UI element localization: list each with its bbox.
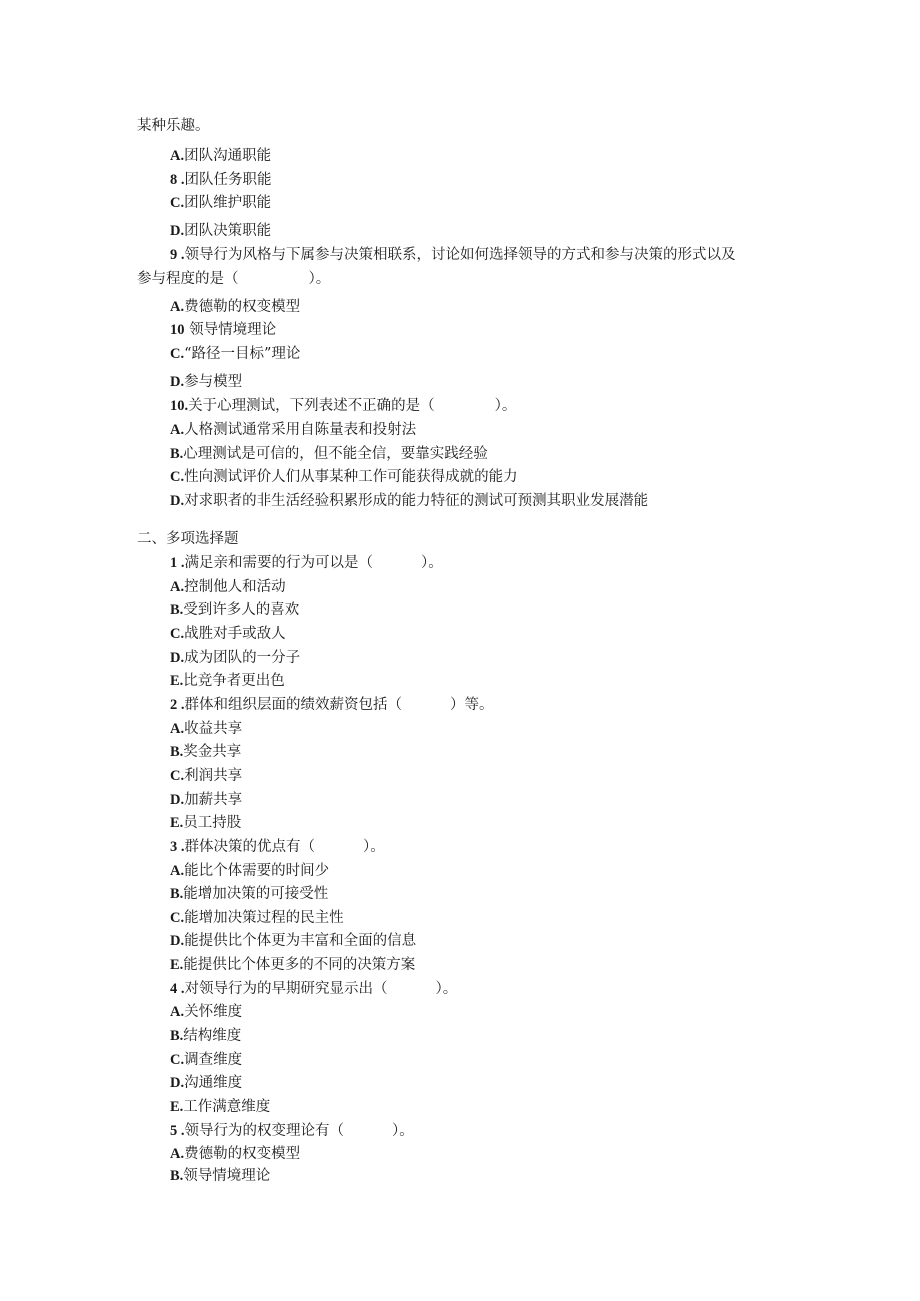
- option-text: 对求职者的非生活经验积累形成的能力特征的测试可预测其职业发展潜能: [184, 493, 649, 509]
- option-key: C.: [170, 626, 185, 642]
- m4-option-a: [170, 1002, 242, 1022]
- m3-option-c: [170, 908, 344, 928]
- option-text: 能提供比个体更多的不同的决策方案: [183, 957, 416, 973]
- question-number: 2 .: [170, 697, 185, 713]
- option-text: 性向测试评价人们从事某种工作可能获得成就的能力: [184, 469, 518, 485]
- option-key: A.: [170, 1146, 185, 1162]
- m4-option-d: [170, 1073, 242, 1093]
- option-key: B.: [170, 602, 184, 618]
- option-text: 利润共享: [184, 768, 243, 784]
- multi-question-1-stem: 1 .满足亲和需要的行为可以是（ ）。: [170, 555, 443, 571]
- option-key: C.: [170, 346, 185, 362]
- option-text: 心理测试是可信的，但不能全信，要靠实践经验: [183, 446, 488, 462]
- q10-option-a: [170, 420, 416, 440]
- m3-option-d: [170, 931, 416, 951]
- option-text: 能增加决策的可接受性: [183, 886, 329, 902]
- option-text: 能比个体需要的时间少: [184, 863, 330, 879]
- option-text: 能提供比个体更为丰富和全面的信息: [184, 933, 417, 949]
- option-text: 员工持股: [183, 815, 242, 831]
- option-key: C.: [170, 768, 185, 784]
- question-10-stem: 10.关于心理测试，下列表述不正确的是（ ）。: [170, 398, 517, 414]
- option-text: 加薪共享: [184, 792, 243, 808]
- option-key: A.: [170, 721, 185, 737]
- multi-question-4-stem: 4 .对领导行为的早期研究显示出（ ）。: [170, 981, 458, 997]
- option-text: 团队任务职能: [184, 172, 272, 188]
- q9-option-d: [170, 372, 242, 392]
- option-key: A.: [170, 1004, 185, 1020]
- option-key: D.: [170, 933, 185, 949]
- m1-option-b: [170, 600, 299, 620]
- m3-option-b: [170, 884, 328, 904]
- m2-option-e: [170, 813, 241, 833]
- option-text: 费德勒的权变模型: [184, 299, 301, 315]
- m1-option-d: [170, 648, 300, 668]
- m3-option-e: [170, 955, 415, 975]
- option-key: E.: [170, 957, 184, 973]
- option-text: 关怀维度: [184, 1004, 243, 1020]
- option-text: 能增加决策过程的民主性: [184, 910, 344, 926]
- option-text: 调查维度: [184, 1052, 243, 1068]
- question-text: 对领导行为的早期研究显示出（: [184, 981, 388, 997]
- option-text: 领导情境理论: [183, 1168, 271, 1184]
- option-key: A.: [170, 863, 185, 879]
- m4-option-b: [170, 1026, 241, 1046]
- option-key: D.: [170, 223, 185, 239]
- option-key: C.: [170, 195, 185, 211]
- multi-question-5-stem: 5 .领导行为的权变理论有（ ）。: [170, 1123, 414, 1139]
- option-key: A.: [170, 579, 185, 595]
- q10-option-d: [170, 491, 648, 511]
- option-key: A.: [170, 422, 185, 438]
- option-text: 控制他人和活动: [184, 579, 286, 595]
- question-8-tail: 某种乐趣。: [137, 118, 210, 134]
- question-number: 3 .: [170, 839, 185, 855]
- option-key: C.: [170, 1052, 185, 1068]
- question-number: 10.: [170, 398, 189, 414]
- option-key: 10: [170, 322, 185, 338]
- q9-option-a: [170, 297, 300, 317]
- option-key: D.: [170, 374, 185, 390]
- q10-option-c: [170, 467, 518, 487]
- q10-option-b: [170, 444, 488, 464]
- option-text: 奖金共享: [183, 744, 242, 760]
- option-key: E.: [170, 673, 184, 689]
- option-text: 人格测试通常采用自陈量表和投射法: [184, 422, 417, 438]
- m1-option-e: [170, 671, 285, 691]
- m2-option-d: [170, 790, 242, 810]
- question-text: 关于心理测试，下列表述不正确的是（: [188, 398, 435, 414]
- question-number: 4 .: [170, 981, 185, 997]
- m2-option-a: [170, 719, 242, 739]
- option-text: 比竞争者更出色: [183, 673, 285, 689]
- option-key: A.: [170, 148, 185, 164]
- m4-option-c: [170, 1050, 242, 1070]
- option-text: 参与模型: [184, 374, 243, 390]
- option-text: 沟通维度: [184, 1075, 243, 1091]
- question-number: 9 .: [170, 247, 185, 263]
- option-key: 8 .: [170, 172, 185, 188]
- option-text: 团队决策职能: [184, 223, 272, 239]
- option-text: 成为团队的一分子: [184, 650, 301, 666]
- option-text: 团队沟通职能: [184, 148, 272, 164]
- question-text: 群体决策的优点有（: [184, 839, 315, 855]
- question-text: 领导行为风格与下属参与决策相联系，讨论如何选择领导的方式和参与决策的形式以及: [184, 247, 736, 263]
- option-text: 收益共享: [184, 721, 243, 737]
- option-key: B.: [170, 1168, 184, 1184]
- question-text: 领导行为的权变理论有（: [184, 1123, 344, 1139]
- m1-option-c: [170, 624, 286, 644]
- question-text: 满足亲和需要的行为可以是（: [184, 555, 373, 571]
- m5-option-a: [170, 1144, 300, 1164]
- option-key: D.: [170, 792, 185, 808]
- m3-option-a: [170, 861, 329, 881]
- option-text: 战胜对手或敌人: [184, 626, 286, 642]
- q8-option-a: [170, 146, 271, 166]
- option-key: D.: [170, 1075, 185, 1091]
- option-key: C.: [170, 910, 185, 926]
- question-9-stem: [170, 245, 736, 265]
- option-key: D.: [170, 650, 185, 666]
- q9-option-c: [170, 344, 300, 364]
- option-key: B.: [170, 446, 184, 462]
- question-9-stem-cont: 参与程度的是（ ）。: [137, 271, 331, 287]
- multi-question-2-stem: 2 .群体和组织层面的绩效薪资包括（ ）等。: [170, 697, 494, 713]
- option-text: 工作满意维度: [183, 1099, 271, 1115]
- q8-option-b: [170, 170, 272, 190]
- option-key: E.: [170, 815, 184, 831]
- question-number: 5 .: [170, 1123, 185, 1139]
- option-key: E.: [170, 1099, 184, 1115]
- question-text: 群体和组织层面的绩效薪资包括（: [184, 697, 402, 713]
- option-text: 费德勒的权变模型: [184, 1146, 301, 1162]
- multi-question-3-stem: 3 .群体决策的优点有（ ）。: [170, 839, 385, 855]
- question-number: 1 .: [170, 555, 185, 571]
- option-key: D.: [170, 493, 185, 509]
- q8-option-c: [170, 193, 271, 213]
- section-title: 二、多项选择题: [137, 531, 239, 547]
- q8-option-d: [170, 221, 271, 241]
- m1-option-a: [170, 577, 286, 597]
- option-key: B.: [170, 886, 184, 902]
- m4-option-e: [170, 1097, 270, 1117]
- m5-option-b: [170, 1166, 270, 1186]
- option-key: B.: [170, 1028, 184, 1044]
- option-text: 团队维护职能: [184, 195, 272, 211]
- m2-option-c: [170, 766, 242, 786]
- option-key: C.: [170, 469, 185, 485]
- option-text: 结构维度: [183, 1028, 242, 1044]
- q9-option-b: [170, 320, 276, 340]
- option-text: 受到许多人的喜欢: [183, 602, 300, 618]
- option-key: B.: [170, 744, 184, 760]
- option-text: “路径一目标”理论: [184, 346, 301, 362]
- m2-option-b: [170, 742, 241, 762]
- option-text: 领导情境理论: [189, 322, 277, 338]
- option-key: A.: [170, 299, 185, 315]
